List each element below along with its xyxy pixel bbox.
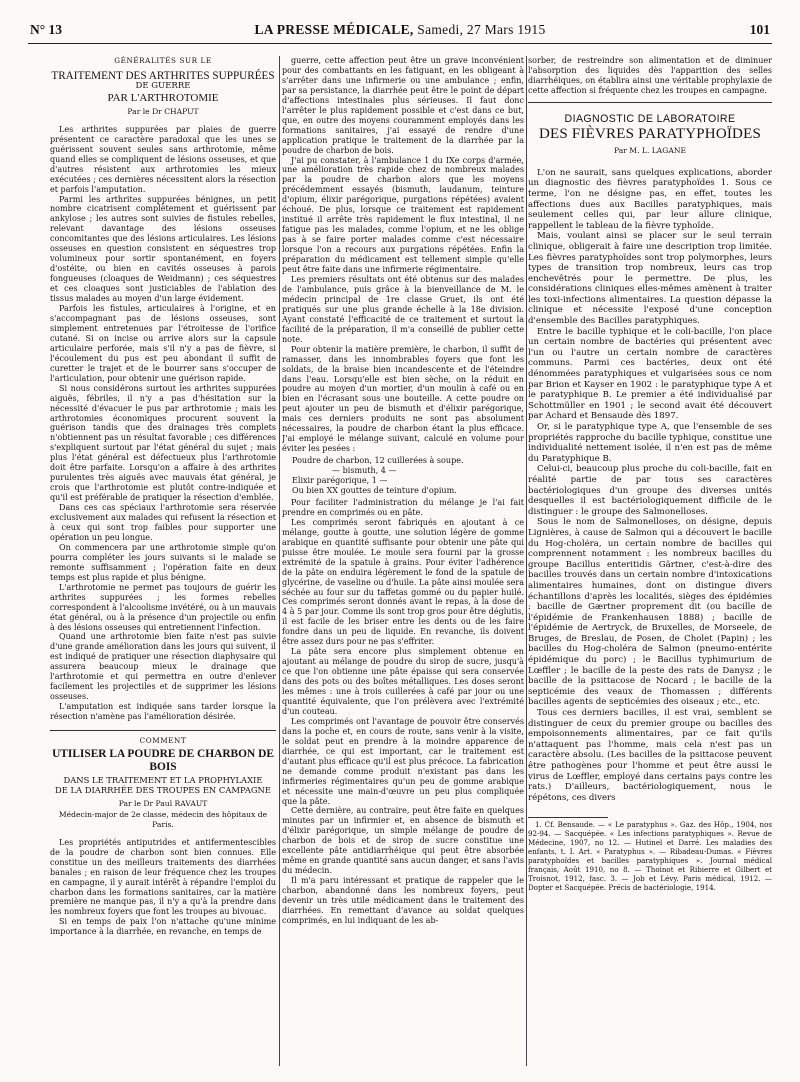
paragraph: guerre, cette affection peut être un grave inconvénient pour des combattants en les fatiguant, en les obligeant à s'arrêter dans une infirmerie ou une ambulance ; enfin, par sa persistance, la diarrhée peut être le point de départ d'affections intestinales plus sérieuses. Il faut donc l'arrêter le plus rapidement possible et c'est dans ce but, que, en outre des moyens couramment employés dans les formations sanitaires, j'ai essayé de rendre d'une application pratique le traitement de la diarrhée par la poudre de charbon de bois.	[282, 56, 524, 155]
paragraph: Or, si le paratyphique type A, que l'ensemble de ses propriétés rapproche du bacille typhique, constitue une individualité nettement isolée, il n'en est pas de même du Paratyphique B.	[528, 422, 772, 464]
paragraph: Sous le nom de Salmonelloses, on désigne, depuis Lignières, à cause de Salmon qui a découvert le bacille du Hog-choléra, un certain nombre de bacilles qui comprennent notamment : les nombreux bacilles du groupe Bacillus enteritidis Gärtner, c'est-à-dire des bacilles trouvés dans un certain nombre d'intoxications alimentaires humaines, dont on distingue divers échantillons d'après les localités, sièges des épidémies : bacille de Gærtner proprement dit (ou bacille de l'épidémie de Frankenhausen 1888) ; bacille de l'épidémie de Aertryck, de Bruxelles, de Morseele, de Bruges, de Breslau, de Posen, de Cholet (Papin) ; les bacilles du Hog-choléra de Salmon (pneumo-entérite épidémique du porc) ; le Bacillus typhimurium de Lœffler ; le bacille de la peste des rats de Danysz ; le bacille de la psittacose de Nocard ; le bacille de la septicémie des veaux de Thomassen ; différents bacilles agents de septicémies des oiseaux ; etc., etc.	[528, 517, 772, 708]
article-body	[50, 838, 276, 938]
column-divider	[526, 56, 527, 1066]
article-separator	[528, 102, 772, 103]
article-subtitle: DANS LE TRAITEMENT ET LA PROPHYLAXIE	[63, 775, 263, 785]
recipe-line: — bismuth, 4 —	[332, 466, 397, 476]
recipe-formula	[292, 456, 524, 496]
article-title-line-3: PAR L'ARTHROTOMIE	[107, 91, 219, 104]
article-body	[528, 168, 772, 804]
column-divider	[279, 56, 280, 1066]
column-3	[528, 56, 772, 1066]
journal-name: LA PRESSE MÉDICALE,	[254, 22, 414, 37]
paragraph: L'arthrotomie ne permet pas toujours de guérir les arthrites suppurées ; les formes rebelles correspondent à l'alcoolisme invétéré, ou à un mauvais état général, ou à la présence d'un projectile ou enfin à des lésions osseuses qui entretiennent l'infection.	[50, 582, 276, 632]
article-title: UTILISER LA POUDRE DE CHARBON DE BOIS	[52, 748, 274, 773]
issue-number: N° 13	[30, 22, 63, 37]
paragraph: Pour obtenir la matière première, le charbon, il suffit de ramasser, dans les innombrables foyers que font les soldats, de la braise bien incandescente et de l'éteindre dans l'eau. Lorsqu'elle est bien sèche, on la réduit en poudre au moyen d'un mortier, d'un moulin à café ou en bien en l'écrasant sous une bouteille. A cette poudre on peut ajouter un peu de bismuth et d'élixir parégorique, mais ces derniers produits ne sont pas absolument nécessaires, la poudre de charbon étant la plus efficace. J'ai employé le mélange suivant, calculé en volume pour éviter les pesées :	[282, 344, 524, 454]
article-kicker: DIAGNOSTIC DE LABORATOIRE	[564, 112, 736, 125]
paragraph: Les comprimés seront fabriqués en ajoutant à ce mélange, goutte à goutte, une solution légère de gomme arabique en quantité suffisante pour obtenir une pâte qui puisse être moulée. Le moule sera fourni par la grosse extrémité de la spatule à grains. Pour éviter l'adhérence de la pâte on enduira légèrement le fond de la spatule de glycérine, de vaseline ou d'huile. La pâte ainsi moulée sera séchée au four sur du taffetas gommé ou du papier huilé. Ces comprimés seront donnés avant le repas, à la dose de 4 à 5 par jour. Comme ils sont trop gros pour être déglutis, il est facile de les briser entre les dents ou de les faire fondre dans un peu de liquide. En revanche, ils doivent être assez durs pour ne pas s'effriter.	[282, 517, 524, 647]
article-body	[282, 498, 524, 926]
article-byline: Par M. L. LAGANE	[613, 145, 687, 155]
paragraph: Si nous considérons surtout les arthrites suppurées aiguës, fébriles, il n'y a pas d'hésitation sur la nécessité d'évacuer le pus par arthrotomie ; mais les arthrotomies économiques procurent souvent la guérison tandis que des drainages très complets n'obtiennent pas un résultat favorable ; ces différences s'expliquent surtout par l'état général du sujet ; mais plus l'état général est défectueux plus l'arthrotomie doit être parfaite. Lorsqu'on a affaire à des arthrites purulentes très aiguës avec mauvais état général, je crois que l'arthrotomie est plutôt contre-indiquée et qu'il est préférable de pratiquer la résection d'emblée.	[50, 383, 276, 503]
author-affiliation: Médecin-major de 2e classe, médecin des hôpitaux de Paris.	[58, 809, 268, 829]
header-rule	[28, 43, 772, 44]
paragraph: Il m'a paru intéressant et pratique de rappeler que le charbon, abandonné dans les nombreux foyers, peut devenir un très utile médicament dans le traitement des diarrhées. En remettant d'avance au soldat quelques comprimés, en lui indiquant de les ab-	[282, 876, 524, 925]
paragraph: Mais, voulant ainsi se placer sur le seul terrain clinique, obligerait à faire une description trop limitée. Les fièvres paratyphoïdes sont trop polymorphes, leurs types de transition trop nombreux, leurs cas trop enchevêtrés pour le permettre. De plus, les considérations cliniques elles-mêmes amènent à traiter les toxi-infections alimentaires. La question dépasse la clinique et nécessite l'exposé d'une conception d'ensemble des Bacilles paratyphiques.	[528, 231, 772, 327]
footnote: 1. Cf. Bensaude. — « Le paratyphus ». Gaz. des Hôp., 1904, nos 92-94. — Sacquépée. « Les infections paratyphiques ». Revue de Médecine, 1907, no 12. — Hutinel et Darré. Les maladies des enfants, t. I. Art. « Paratyphus ». — Ribadeau-Dumas. « Fièvres paratyphoïdes et bacilles paratyphiques ». Journal médical français, Août 1910, no 8. — Thoinot et Ribierre et Gilbert et Troisnot, 1912, fasc. 3. — Job et Lévy. Paris médical, 1912. — Dopter et Sacquépée. Précis de bactériologie, 1914.	[528, 820, 772, 892]
page-header	[30, 22, 770, 42]
article-subtitle-line-2: DE LA DIARRHÉE DES TROUPES EN CAMPAGNE	[54, 784, 271, 795]
paragraph: La pâte sera encore plus simplement obtenue en ajoutant au mélange de poudre du sirop de sucre, jusqu'à ce que l'on obtienne une pâte épaisse qui sera conservée dans des pots ou des boîtes métalliques. Les doses seront les mêmes : une à trois cuillerées à café par jour ou une quantité équivalente, que l'on prélèvera avec l'extrémité d'un couteau.	[282, 647, 524, 716]
paragraph: Tous ces derniers bacilles, il est vrai, semblent se distinguer de ceux du premier groupe ou bacilles des empoisonnements alimentaires, par ce fait qu'ils n'attaquent pas l'homme, mais cela n'est pas un caractère absolu. (Les bacilles de la psittacose peuvent être pathogènes pour l'homme et peut être aussi le virus de Lœffler, employé dans certains pays contre les rats.) D'ailleurs, bactériologiquement, nous le répétons, ces divers	[528, 708, 772, 803]
paragraph: Parfois les fistules, articulaires à l'origine, et en s'accompagnant pas de lésions osseuses, sont simplement entretenues par l'étroitesse de l'orifice cutané. Si on incise ou arrive alors sur la capsule articulaire perforée, mais s'il n'y a pas de fièvre, si l'écoulement du pus est peu abondant il suffit de curetter le trajet et de le bourrer sans s'occuper de l'articulation, pour obtenir une guérison rapide.	[50, 304, 276, 383]
recipe-line: Ou bien XX gouttes de teinture d'opium.	[292, 485, 457, 495]
paragraph: Parmi les arthrites suppurées bénignes, un petit nombre cicatrisent complètement et guérissent par ankylose ; les autres sont suivies de fistules rebelles, relevant davantage des lésions osseuses concomitantes que des lésions articulaires. Les lésions osseuses en question consistent en séquestres trop volumineux pour sortir spontanément, en foyers d'ostéite, ou bien en cavités osseuses à parois fongueuses (cloaques de Weidmann) ; ces séquestres et ces cloaques sont justiciables de l'ablation des tissus malades au moyen d'un large évidement.	[50, 194, 276, 304]
paragraph: Dans ces cas spéciaux l'arthrotomie sera réservée exclusivement aux malades qui refusent la résection et à ceux qui sont trop faibles pour supporter une opération un peu longue.	[50, 503, 276, 542]
paragraph: Entre le bacille typhique et le coli-bacille, l'on place un certain nombre de bactéries qui présentent avec l'un ou l'autre un certain nombre de caractères communs. Parmi ces bactéries, deux ont été dénommées paratyphiques et vulgarisées sous ce nom par Brion et Kayser en 1902 : le paratyphique type A et le paratyphique B. Le premier a été individualisé par Schottmüller en 1901 ; le second avait été découvert par Achard et Bensaude dès 1897.	[528, 326, 772, 422]
article-kicker: COMMENT	[139, 736, 187, 746]
article-kicker: GÉNÉRALITÉS SUR LE	[114, 56, 212, 65]
recipe-line: Poudre de charbon, 12 cuillerées à soupe.	[292, 456, 464, 466]
paragraph: Si en temps de paix l'on n'attache qu'une minime importance à la diarrhée, en revanche, en temps de	[50, 917, 276, 937]
article-continuation: sorber, de restreindre son alimentation et de diminuer l'absorption des liquides dès l'apparition des selles diarrhéiques, on établira ainsi une véritable prophylaxie de cette affection si fréquente chez les troupes en campagne.	[528, 56, 772, 95]
journal-title	[30, 22, 770, 38]
paragraph: Quand une arthrotomie bien faite n'est pas suivie d'une grande amélioration dans les jours qui suivent, il est indiqué de pratiquer une résection diaphysaire qui assurera beaucoup mieux le drainage que l'arthrotomie et qui permettra en outre d'enlever facilement les projectiles et de supprimer les lésions osseuses.	[50, 632, 276, 702]
article-title-line-2: DE GUERRE	[135, 80, 191, 91]
column-2	[282, 56, 524, 1066]
article-title: TRAITEMENT DES ARTHRITES SUPPURÉES	[51, 69, 275, 82]
article-byline: Par le Dr CHAPUT	[127, 106, 199, 116]
paragraph: L'amputation est indiquée sans tarder lorsque la résection n'amène pas l'amélioration désirée.	[50, 702, 276, 722]
paragraph: Celui-ci, beaucoup plus proche du coli-bacille, fait en réalité partie de par tous ses caractères bactériologiques d'un groupe des diverses unités desquelles il est bactériologiquement difficile de le distinguer : le groupe des Salmonelloses.	[528, 464, 772, 517]
article-title: DES FIÈVRES PARATYPHOÏDES	[539, 125, 761, 142]
paragraph: Cette dernière, au contraire, peut être faite en quelques minutes par un infirmier et, en absence de bismuth et d'élixir parégorique, un simple mélange de poudre de charbon de bois et de sirop de sucre constitue une excellente pâte antidiarrhéique qui peut être absorbée même en grande quantité sans aucun danger, et sans l'avis du médecin.	[282, 806, 524, 876]
article-byline: Par le Dr Paul RAVAUT	[118, 798, 208, 808]
paragraph: Pour faciliter l'administration du mélange je l'ai fait prendre en comprimés ou en pâte.	[282, 497, 524, 517]
paragraph: Les arthrites suppurées par plaies de guerre présentent ce caractère paradoxal que les unes se guérissent souvent seules sans arthrotomie, même quand elles se compliquent de lésions osseuses, et que d'autres résistent aux arthrotomies les mieux exécutées ; ces dernières nécessitent alors la résection et parfois l'amputation.	[50, 124, 276, 194]
footnote-rule	[528, 817, 608, 818]
paragraph: Les premiers résultats ont été obtenus sur des malades de l'ambulance, puis grâce à la bienveillance de M. le médecin principal de 1re classe Gruet, ils ont été pratiqués sur une plus grande échelle à la 18e division. Ayant constaté l'efficacité de ce traitement et surtout la facilité de la préparation, il m'a conseillé de publier cette note.	[282, 274, 524, 344]
page-number: 101	[749, 22, 770, 37]
article-body	[50, 125, 276, 722]
paragraph: J'ai pu constater, à l'ambulance 1 du IXe corps d'armée, une amélioration très rapide chez de nombreux malades par la poudre de charbon alors que les moyens précédemment essayés (bismuth, laudanum, teinture d'opium, élixir parégorique, purgations répétées) avaient échoué. De plus, lorsque ce traitement est rapidement institué il arrête très rapidement le flux intestinal, il ne fatigue pas les malades, comme l'opium, et ne les oblige pas à se faire porter malades comme c'est nécessaire lorsque l'on a recours aux purgations répétées. Enfin la préparation du médicament est tellement simple qu'elle peut être faite dans une infirmerie régimentaire.	[282, 155, 524, 275]
article-separator	[50, 730, 276, 731]
issue-date: Samedi, 27 Mars 1915	[417, 22, 546, 37]
article-body	[282, 56, 524, 454]
paragraph: Les propriétés antiputrides et antifermentescibles de la poudre de charbon sont bien connues. Elle constitue un des meilleurs traitements des diarrhées banales ; en raison de leur fréquence chez les troupes en campagne, il y aurait intérêt à répandre l'emploi du charbon dans les formations sanitaires, car la matière première ne manque pas, il n'y a qu'à la prendre dans les nombreux foyers que font les troupes au bivouac.	[50, 837, 276, 917]
column-1	[50, 56, 276, 1066]
paragraph: On commencera par une arthrotomie simple qu'on pourra compléter les jours suivants si le malade se remonte suffisamment ; l'opération faite en deux temps est plus rapide et plus bénigne.	[50, 542, 276, 582]
paragraph: Les comprimés ont l'avantage de pouvoir être conservés dans la poche et, en cours de route, sans venir à la visite, le soldat peut en prendre à la moindre apparence de diarrhée, ce qui est important, car le traitement est d'autant plus efficace qu'il est plus précoce. La fabrication ne demande comme produit n'existant pas dans les infirmeries régimentaires qu'un peu de gomme arabique et nécessite une main-d'œuvre un peu plus compliquée que la pâte.	[282, 716, 524, 806]
recipe-line: Elixir parégorique, 1 —	[292, 476, 388, 486]
paragraph: L'on ne saurait, sans quelques explications, aborder un diagnostic des fièvres paratyphoïdes 1. Sous ce terme, l'on ne désigne pas, en effet, toutes les affections dues aux Bacilles paratyphiques, mais seulement celles qui, par leur allure clinique, rappellent le tableau de la fièvre typhoïde.	[528, 167, 772, 231]
